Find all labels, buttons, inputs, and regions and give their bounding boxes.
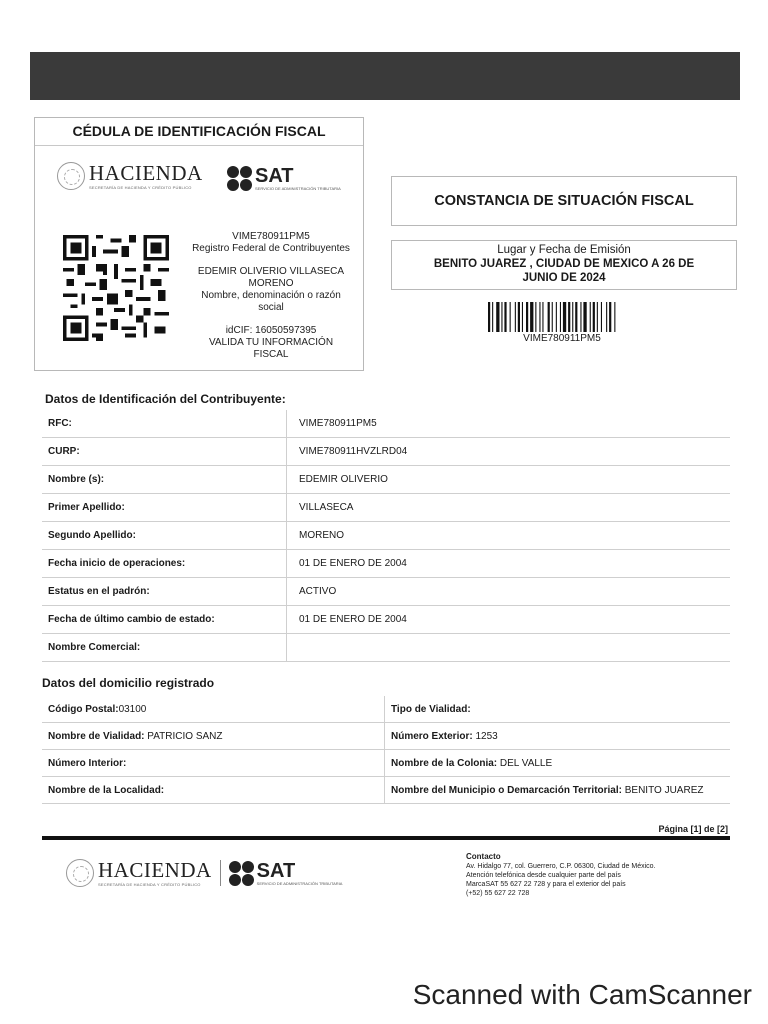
footer-divider: [42, 836, 730, 840]
table-row: [42, 723, 730, 750]
row-label: Nombre (s):: [42, 466, 287, 494]
rfc-label: Registro Federal de Contribuyentes: [192, 243, 350, 254]
domicilio-title: Datos del domicilio registrado: [42, 676, 215, 690]
valida-line2: FISCAL: [253, 349, 289, 360]
row-value: ACTIVO: [287, 578, 731, 606]
header-band: [30, 52, 740, 100]
cell-label: Nombre de Vialidad:: [48, 730, 145, 742]
sat-dots-icon: [227, 166, 252, 191]
row-value: VILLASECA: [287, 494, 731, 522]
table-row: [42, 494, 730, 522]
divider: [220, 860, 221, 886]
name-label-line1: Nombre, denominación o razón: [201, 290, 341, 301]
cell-value: BENITO JUAREZ: [624, 784, 704, 796]
sat-subtitle: SERVICIO DE ADMINISTRACIÓN TRIBUTARIA: [256, 880, 343, 886]
divider: [35, 145, 363, 146]
sat-subtitle: SERVICIO DE ADMINISTRACIÓN TRIBUTARIA: [255, 186, 341, 191]
row-value: EDEMIR OLIVERIO: [287, 466, 731, 494]
cell-left: [42, 777, 385, 804]
hacienda-subtitle: SECRETARÍA DE HACIENDA Y CRÉDITO PÚBLICO: [98, 881, 201, 887]
row-label: Estatus en el padrón:: [42, 578, 287, 606]
camscanner-watermark: Scanned with CamScanner: [412, 979, 752, 1010]
hacienda-logo: [66, 859, 212, 887]
cell-label: Número Exterior:: [391, 730, 473, 742]
sat-wordmark: SAT: [255, 165, 294, 187]
lugar-fecha-box: [391, 240, 737, 290]
identificacion-title: Datos de Identificación del Contribuyente:: [45, 392, 286, 406]
hacienda-subtitle: SECRETARÍA DE HACIENDA Y CRÉDITO PÚBLICO: [89, 184, 192, 190]
hacienda-logo: [57, 162, 203, 190]
hacienda-wordmark: HACIENDA: [89, 160, 203, 185]
cedula-info: [183, 231, 359, 361]
contacto-line4: (+52) 55 627 22 728: [466, 890, 530, 897]
cell-value: 03100: [118, 703, 147, 715]
cell-label: Nombre de la Colonia:: [391, 757, 498, 769]
cell-left: [42, 696, 385, 723]
row-label: Fecha de último cambio de estado:: [42, 606, 287, 634]
constancia-title-box: [391, 176, 737, 226]
row-value: VIME780911PM5: [287, 410, 731, 438]
seal-icon: [57, 162, 85, 190]
name-label-line2: social: [258, 302, 284, 313]
sat-logo: [229, 861, 343, 886]
identificacion-table: [42, 410, 730, 662]
cell-label: Nombre de la Localidad:: [48, 784, 165, 796]
contacto-line1: Av. Hidalgo 77, col. Guerrero, C.P. 06300, Ciudad de México.: [466, 863, 656, 870]
cell-value: 1253: [475, 730, 498, 742]
lugar-label: Lugar y Fecha de Emisión: [497, 244, 631, 256]
row-label: Nombre Comercial:: [42, 634, 287, 662]
row-value: VIME780911HVZLRD04: [287, 438, 731, 466]
sat-wordmark: SAT: [256, 859, 296, 882]
row-value: 01 DE ENERO DE 2004: [287, 606, 731, 634]
row-label: Primer Apellido:: [42, 494, 287, 522]
sat-logo: [227, 166, 341, 191]
contacto-line2: Atención telefónica desde cualquier parte del país: [466, 872, 621, 879]
row-value: [287, 634, 731, 662]
lugar-line2: JUNIO DE 2024: [522, 272, 606, 284]
lugar-line1: BENITO JUAREZ , CIUDAD DE MEXICO A 26 DE: [433, 258, 695, 270]
row-label: CURP:: [42, 438, 287, 466]
sat-dots-icon: [229, 861, 254, 886]
cell-value: PATRICIO SANZ: [147, 730, 223, 742]
cell-label: Tipo de Vialidad:: [391, 703, 471, 715]
hacienda-wordmark: HACIENDA: [98, 857, 212, 882]
row-label: RFC:: [42, 410, 287, 438]
cell-right: [385, 696, 731, 723]
table-row: [42, 410, 730, 438]
barcode-text: VIME780911PM5: [523, 333, 601, 344]
domicilio-table: [42, 696, 730, 804]
row-value: MORENO: [287, 522, 731, 550]
seal-icon: [66, 859, 94, 887]
valida-line1: VALIDA TU INFORMACIÓN: [208, 337, 334, 348]
table-row: [42, 750, 730, 777]
page-number: Página [1] de [2]: [658, 824, 728, 834]
cell-label: Número Interior:: [48, 757, 127, 769]
table-row: [42, 696, 730, 723]
qr-code-icon: [63, 235, 169, 341]
name-line2: MORENO: [248, 278, 294, 289]
cell-left: [42, 750, 385, 777]
table-row: [42, 438, 730, 466]
name-line1: EDEMIR OLIVERIO VILLASECA: [197, 266, 345, 277]
row-value: 01 DE ENERO DE 2004: [287, 550, 731, 578]
table-row: [42, 550, 730, 578]
barcode-icon: [488, 302, 636, 332]
cell-left: [42, 723, 385, 750]
cell-label: Nombre del Municipio o Demarcación Territorial:: [391, 784, 622, 796]
cell-right: [385, 723, 731, 750]
table-row: [42, 634, 730, 662]
table-row: [42, 522, 730, 550]
cedula-title: CÉDULA DE IDENTIFICACIÓN FISCAL: [72, 123, 326, 139]
cell-label: Código Postal:: [48, 703, 119, 715]
table-row: [42, 466, 730, 494]
idcif: idCIF: 16050597395: [225, 325, 317, 336]
cell-right: [385, 777, 731, 804]
contacto-line3: MarcaSAT 55 627 22 728 y para el exterior del país: [466, 881, 626, 888]
cedula-box: [34, 117, 364, 371]
table-row: [42, 606, 730, 634]
rfc-value: VIME780911PM5: [232, 231, 310, 242]
contacto-title: Contacto: [466, 852, 501, 861]
constancia-title: CONSTANCIA DE SITUACIÓN FISCAL: [434, 193, 694, 209]
contacto-block: [466, 852, 716, 898]
table-row: [42, 777, 730, 804]
footer-logos: [66, 859, 342, 887]
row-label: Fecha inicio de operaciones:: [42, 550, 287, 578]
cell-value: DEL VALLE: [499, 757, 553, 769]
cell-right: [385, 750, 731, 777]
row-label: Segundo Apellido:: [42, 522, 287, 550]
table-row: [42, 578, 730, 606]
